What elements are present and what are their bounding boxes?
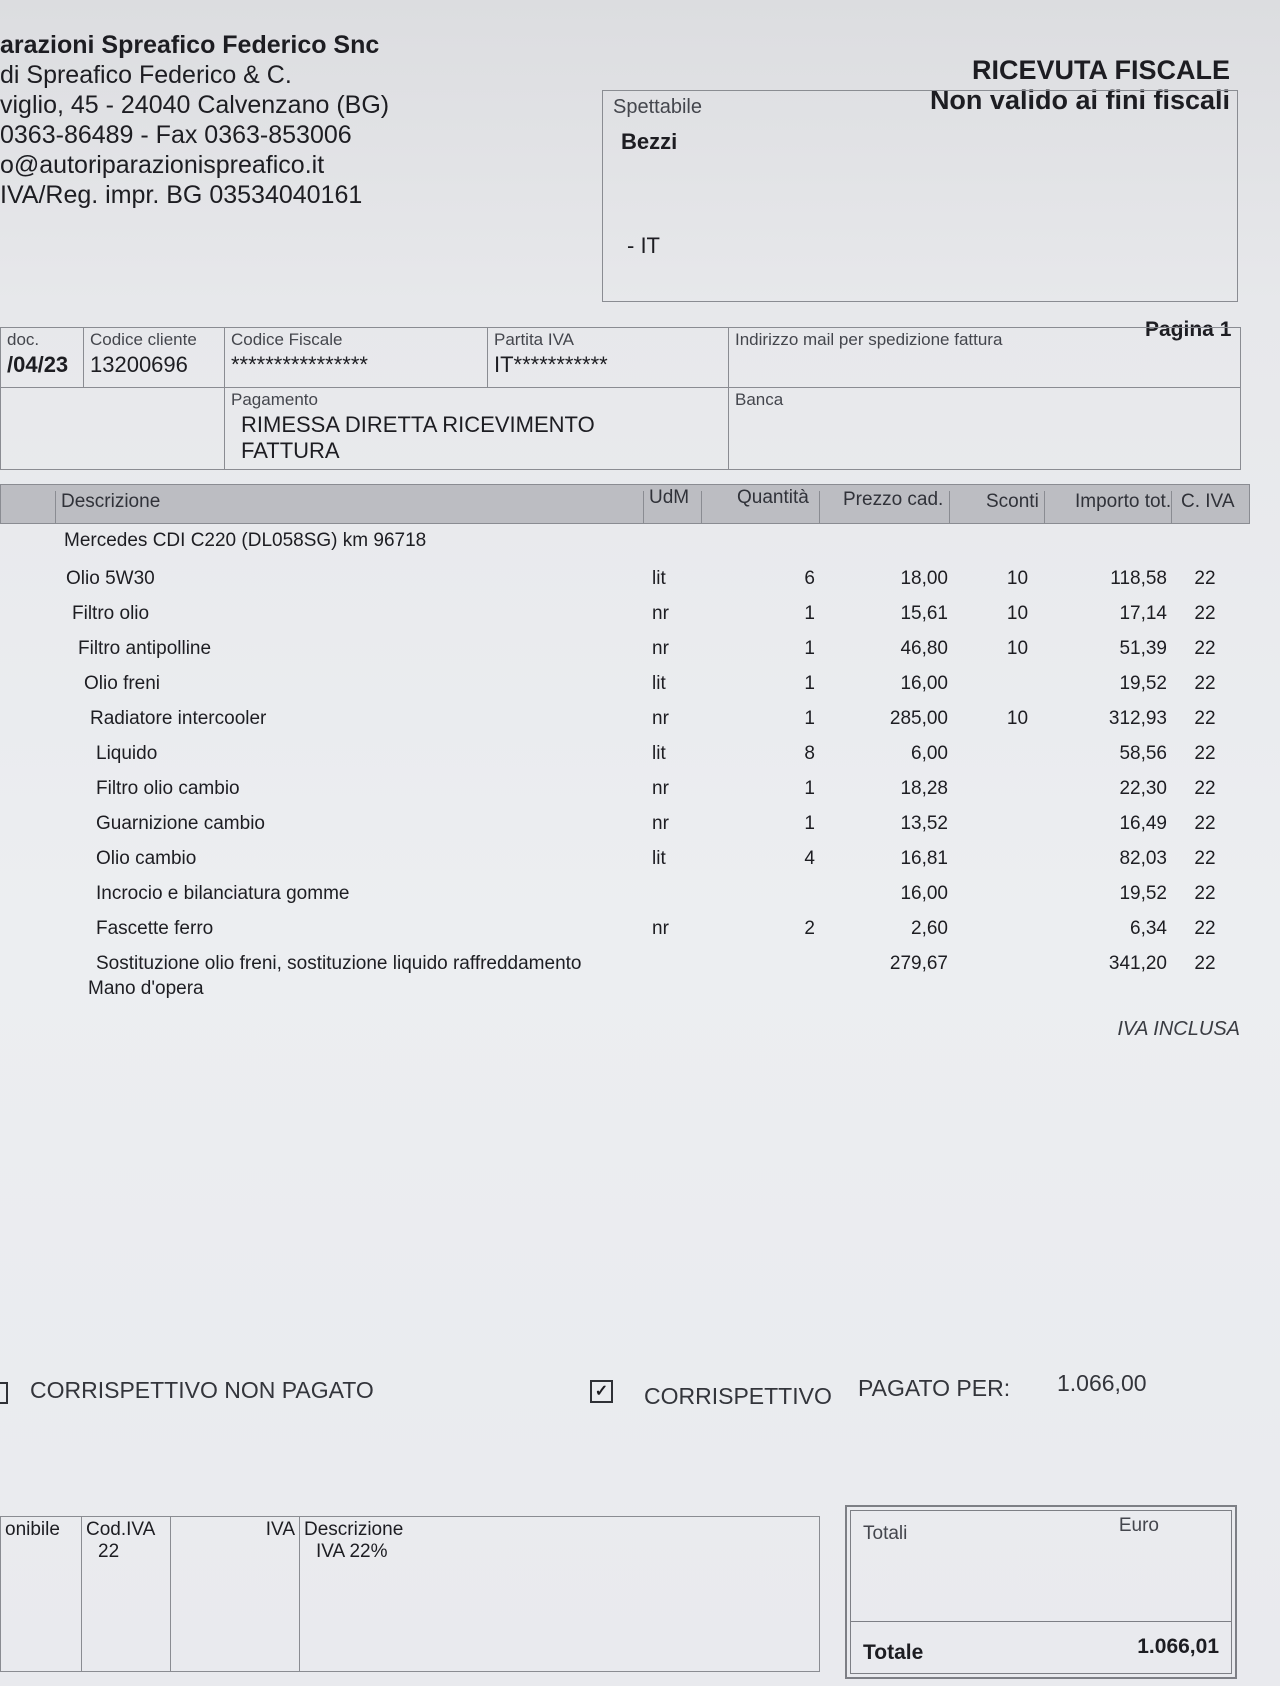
vat-code-label: Cod.IVA bbox=[86, 1519, 156, 1540]
company-phone: 0363-86489 - Fax 0363-853006 bbox=[0, 121, 352, 149]
item-unit-price: 13,52 bbox=[900, 813, 948, 834]
vehicle-row bbox=[0, 530, 1260, 564]
item-unit: lit bbox=[652, 848, 666, 869]
item-vat-code: 22 bbox=[1194, 708, 1216, 729]
totals-box bbox=[845, 1505, 1237, 1679]
item-total: 118,58 bbox=[1110, 568, 1167, 589]
paid-label: CORRISPETTIVO bbox=[644, 1383, 832, 1409]
item-unit: nr bbox=[652, 778, 669, 799]
col-discount: Sconti bbox=[986, 491, 1039, 512]
vat-description-label: Descrizione bbox=[304, 1519, 404, 1540]
item-total: 19,52 bbox=[1119, 883, 1167, 904]
item-quantity: 1 bbox=[804, 813, 815, 834]
item-unit-price: 46,80 bbox=[900, 638, 948, 659]
item-description: Filtro antipolline bbox=[78, 638, 212, 659]
fiscal-code-value: **************** bbox=[231, 352, 368, 377]
item-row bbox=[0, 848, 1260, 882]
item-unit: nr bbox=[652, 638, 669, 659]
doc-date-label: doc. bbox=[7, 330, 40, 349]
fiscal-code-label: Codice Fiscale bbox=[231, 330, 343, 349]
recipient-label: Spettabile bbox=[613, 96, 702, 118]
recipient-box bbox=[602, 90, 1238, 302]
item-description: Guarnizione cambio bbox=[96, 813, 265, 834]
totals-label: Totali bbox=[863, 1523, 908, 1544]
item-row bbox=[0, 673, 1260, 707]
item-quantity: 4 bbox=[804, 848, 815, 869]
item-total: 58,56 bbox=[1119, 743, 1167, 764]
total-label: Totale bbox=[863, 1641, 924, 1664]
items-header bbox=[0, 484, 1250, 524]
document-info-table bbox=[0, 327, 1241, 470]
item-quantity: 1 bbox=[804, 778, 815, 799]
item-description: Olio 5W30 bbox=[66, 568, 155, 589]
total-value: 1.066,01 bbox=[1137, 1635, 1219, 1658]
item-unit: nr bbox=[652, 918, 669, 939]
item-description: Sostituzione olio freni, sostituzione liquido raffreddamento bbox=[96, 953, 582, 974]
item-unit: lit bbox=[652, 568, 666, 589]
recipient-name: Bezzi bbox=[621, 129, 678, 154]
receipt-subtitle: Non valido ai fini fiscali bbox=[929, 85, 1230, 115]
item-row bbox=[0, 603, 1260, 637]
item-unit-price: 15,61 bbox=[900, 603, 948, 624]
vat-number-value: IT*********** bbox=[494, 352, 608, 377]
item-unit: lit bbox=[652, 743, 666, 764]
item-row bbox=[0, 813, 1260, 847]
item-unit-price: 18,28 bbox=[900, 778, 948, 799]
item-unit: lit bbox=[652, 673, 666, 694]
item-total: 19,52 bbox=[1119, 673, 1167, 694]
item-description: Incrocio e bilanciatura gomme bbox=[96, 883, 350, 904]
labour-label: Mano d'opera bbox=[88, 978, 204, 999]
col-description: Descrizione bbox=[61, 491, 161, 512]
item-unit-price: 18,00 bbox=[900, 568, 948, 589]
item-unit-price: 279,67 bbox=[889, 953, 948, 974]
item-description: Olio cambio bbox=[96, 848, 197, 869]
item-total: 341,20 bbox=[1108, 953, 1167, 974]
company-email: o@autoriparazionispreafico.it bbox=[0, 151, 325, 179]
vat-description-value: IVA 22% bbox=[316, 1541, 388, 1562]
item-total: 51,39 bbox=[1119, 638, 1167, 659]
payment-label: Pagamento bbox=[231, 390, 318, 409]
vat-number-label: Partita IVA bbox=[494, 330, 574, 349]
col-unit-price: Prezzo cad. bbox=[843, 489, 944, 510]
company-header bbox=[0, 30, 389, 210]
item-discount: 10 bbox=[1006, 708, 1029, 729]
item-quantity: 1 bbox=[804, 603, 815, 624]
item-unit: nr bbox=[652, 603, 669, 624]
company-name: arazioni Spreafico Federico Snc bbox=[0, 31, 380, 59]
item-description: Filtro olio cambio bbox=[96, 778, 240, 799]
col-quantity: Quantità bbox=[737, 487, 809, 508]
vat-summary-table bbox=[0, 1516, 820, 1672]
item-total: 6,34 bbox=[1130, 918, 1167, 939]
item-description: Filtro olio bbox=[72, 603, 150, 624]
item-row bbox=[0, 708, 1260, 742]
vat-label: IVA bbox=[265, 1519, 295, 1540]
doc-date-value: /04/23 bbox=[7, 352, 69, 377]
vat-included-note: IVA INCLUSA bbox=[1117, 1018, 1240, 1040]
item-quantity: 1 bbox=[804, 708, 815, 729]
item-quantity: 6 bbox=[804, 568, 815, 589]
company-vat: IVA/Reg. impr. BG 03534040161 bbox=[0, 181, 363, 209]
item-description: Fascette ferro bbox=[96, 918, 214, 939]
company-line2: di Spreafico Federico & C. bbox=[0, 61, 292, 89]
bank-label: Banca bbox=[735, 390, 784, 409]
item-unit-price: 2,60 bbox=[911, 918, 948, 939]
item-vat-code: 22 bbox=[1194, 638, 1216, 659]
item-vat-code: 22 bbox=[1194, 743, 1216, 764]
paid-for-label: PAGATO PER: bbox=[858, 1375, 1011, 1401]
item-vat-code: 22 bbox=[1194, 813, 1216, 834]
company-address: viglio, 45 - 24040 Calvenzano (BG) bbox=[0, 91, 390, 119]
item-vat-code: 22 bbox=[1194, 673, 1216, 694]
col-udm: UdM bbox=[649, 487, 690, 508]
recipient-country: - IT bbox=[627, 233, 660, 258]
paid-amount: 1.066,00 bbox=[1057, 1370, 1147, 1396]
receipt-title: RICEVUTA FISCALE bbox=[971, 55, 1230, 85]
item-description: Radiatore intercooler bbox=[90, 708, 267, 729]
item-vat-code: 22 bbox=[1194, 953, 1216, 974]
item-unit: nr bbox=[652, 813, 669, 834]
item-total: 17,14 bbox=[1119, 603, 1167, 624]
payment-method bbox=[241, 412, 722, 464]
item-description: Liquido bbox=[96, 743, 158, 764]
item-total: 82,03 bbox=[1119, 848, 1167, 869]
item-description: Olio freni bbox=[84, 673, 161, 694]
item-unit-price: 6,00 bbox=[911, 743, 948, 764]
item-vat-code: 22 bbox=[1194, 848, 1216, 869]
item-row bbox=[0, 638, 1260, 672]
item-unit-price: 16,00 bbox=[900, 673, 948, 694]
client-code-label: Codice cliente bbox=[90, 330, 197, 349]
not-paid-label: CORRISPETTIVO NON PAGATO bbox=[30, 1377, 374, 1403]
item-vat-code: 22 bbox=[1194, 778, 1216, 799]
item-total: 22,30 bbox=[1119, 778, 1167, 799]
client-code-value: 13200696 bbox=[90, 352, 188, 377]
paid-checkbox[interactable]: ✓ bbox=[590, 1380, 613, 1403]
item-vat-code: 22 bbox=[1194, 603, 1216, 624]
item-unit-price: 16,81 bbox=[900, 848, 948, 869]
item-vat-code: 22 bbox=[1194, 883, 1216, 904]
item-row bbox=[0, 918, 1260, 952]
taxable-label: onibile bbox=[5, 1519, 60, 1540]
item-discount: 10 bbox=[1006, 568, 1029, 589]
item-discount: 10 bbox=[1006, 603, 1029, 624]
item-unit-price: 16,00 bbox=[900, 883, 948, 904]
item-quantity: 1 bbox=[804, 638, 815, 659]
item-row bbox=[0, 743, 1260, 777]
item-total: 312,93 bbox=[1108, 708, 1167, 729]
item-total: 16,49 bbox=[1119, 813, 1167, 834]
item-unit: nr bbox=[652, 708, 669, 729]
item-discount: 10 bbox=[1006, 638, 1029, 659]
item-quantity: 1 bbox=[804, 673, 815, 694]
page-number: Pagina 1 bbox=[1145, 318, 1232, 341]
col-vat-code: C. IVA bbox=[1181, 491, 1235, 512]
item-row bbox=[0, 568, 1260, 602]
not-paid-checkbox[interactable] bbox=[0, 1382, 8, 1404]
payment-line2: FATTURA bbox=[241, 438, 340, 463]
col-total: Importo tot. bbox=[1075, 491, 1172, 512]
payment-line1: RIMESSA DIRETTA RICEVIMENTO bbox=[241, 412, 595, 437]
vehicle-description: Mercedes CDI C220 (DL058SG) km 96718 bbox=[64, 530, 427, 551]
labour-row bbox=[0, 978, 1260, 1012]
currency-label: Euro bbox=[1118, 1515, 1159, 1536]
item-vat-code: 22 bbox=[1194, 568, 1216, 589]
item-unit-price: 285,00 bbox=[889, 708, 948, 729]
item-quantity: 8 bbox=[804, 743, 815, 764]
item-quantity: 2 bbox=[804, 918, 815, 939]
item-row bbox=[0, 883, 1260, 917]
item-row bbox=[0, 778, 1260, 812]
vat-code-value: 22 bbox=[98, 1541, 120, 1562]
invoice-email-label: Indirizzo mail per spedizione fattura bbox=[735, 330, 1003, 349]
item-vat-code: 22 bbox=[1194, 918, 1216, 939]
